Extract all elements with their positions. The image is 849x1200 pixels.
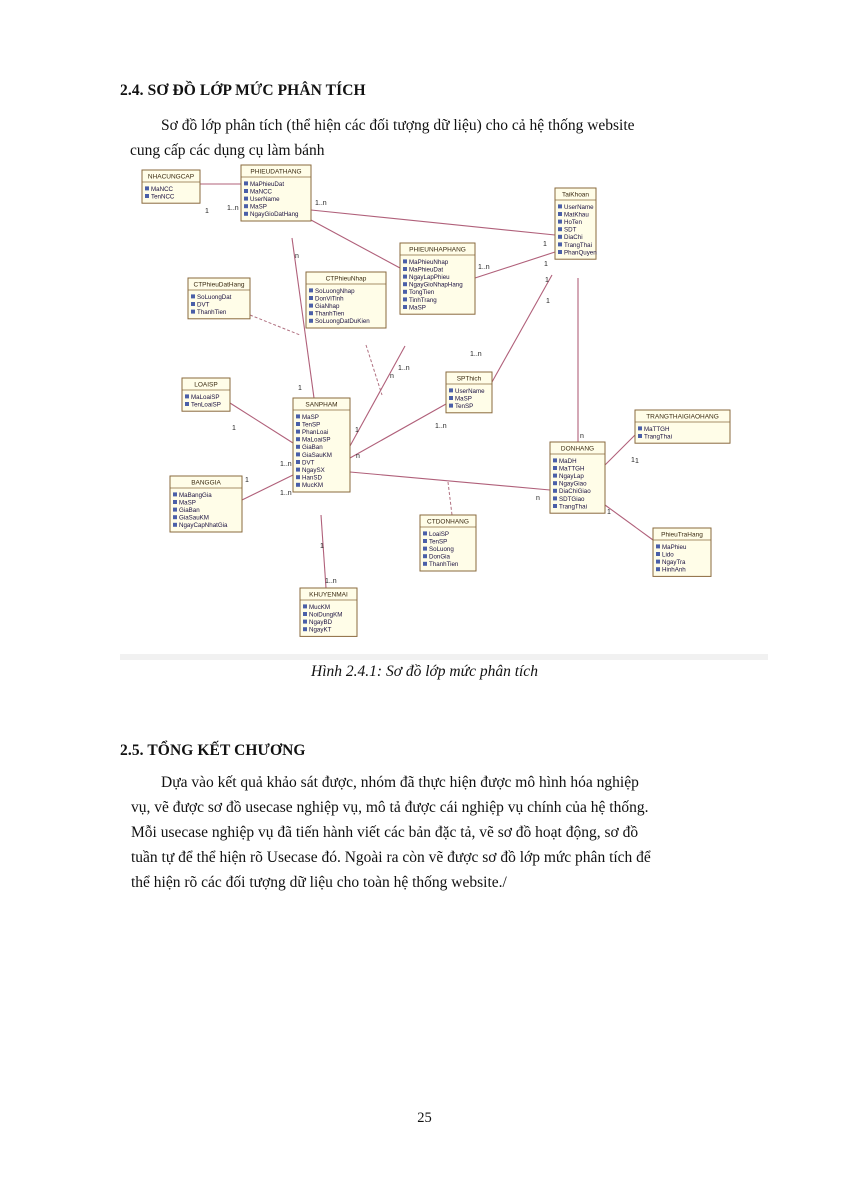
class-attribute: DVT xyxy=(302,459,315,467)
attribute-icon xyxy=(296,445,300,449)
class-name: CTDONHANG xyxy=(427,518,469,526)
class-box-ctphieudathang xyxy=(188,278,250,319)
class-attribute: MaBangGia xyxy=(179,491,212,499)
multiplicity-label: 1..n xyxy=(227,205,239,212)
paragraph-line: tuần tự để thể hiện rõ Usecase đó. Ngoài ra còn vẽ được sơ đồ lớp mức phân tích để xyxy=(131,849,651,866)
class-attribute: MaTTGH xyxy=(559,465,585,473)
class-attribute: MucKM xyxy=(309,603,330,611)
multiplicity-label: 1 xyxy=(355,427,359,434)
class-name: PHIEUDATHANG xyxy=(250,168,302,176)
attribute-icon xyxy=(553,504,557,508)
attribute-icon xyxy=(185,402,189,406)
class-name: SPThich xyxy=(456,375,482,383)
attribute-icon xyxy=(303,627,307,631)
attribute-icon xyxy=(296,452,300,456)
attribute-icon xyxy=(553,458,557,462)
attribute-icon xyxy=(403,275,407,279)
class-attribute: TongTien xyxy=(409,289,435,297)
class-name: TaiKhoan xyxy=(561,191,590,199)
class-attribute: MatKhau xyxy=(564,211,589,219)
attribute-icon xyxy=(244,197,248,201)
paragraph-line: vụ, vẽ được sơ đồ usecase nghiệp vụ, mô tả được cái nghiệp vụ chính của hệ thống. xyxy=(131,799,649,816)
section-2-5-paragraph xyxy=(131,770,753,895)
class-attribute: SoLuong xyxy=(429,546,454,553)
class-attribute: NgayLap xyxy=(559,473,584,480)
attribute-icon xyxy=(173,500,177,504)
attribute-icon xyxy=(553,474,557,478)
class-attribute: MaLoaiSP xyxy=(302,436,331,444)
class-name: TRANGTHAIGIAOHANG xyxy=(646,413,719,421)
attribute-icon xyxy=(309,288,313,292)
association-line-ctdonhang-donhang xyxy=(448,482,452,515)
class-attribute: TenSP xyxy=(455,403,474,410)
attribute-icon xyxy=(449,388,453,392)
class-box-phieutrahang xyxy=(653,528,711,576)
attribute-icon xyxy=(423,539,427,543)
multiplicity-label: 1..n xyxy=(398,365,410,372)
class-attribute: SDTGiao xyxy=(559,495,585,503)
attribute-icon xyxy=(423,531,427,535)
multiplicity-label: 1..n xyxy=(280,490,292,497)
multiplicity-label: n xyxy=(580,433,584,440)
multiplicity-label: 1 xyxy=(635,458,639,465)
class-attribute: PhanQuyen xyxy=(564,249,597,257)
class-attribute: TrangThai xyxy=(559,503,587,511)
attribute-icon xyxy=(173,515,177,519)
paragraph-line: Mỗi usecase nghiệp vụ đã tiến hành viết các bản đặc tả, vẽ sơ đồ hoạt động, sơ đồ xyxy=(131,824,639,841)
class-attribute: NgaySX xyxy=(302,467,325,474)
attribute-icon xyxy=(558,220,562,224)
multiplicity-label: 1 xyxy=(543,241,547,248)
class-attribute: MaPhieuDat xyxy=(250,180,285,188)
class-attribute: TenLoaiSP xyxy=(191,401,221,409)
section-heading-2-4: 2.4. SƠ ĐỒ LỚP MỨC PHÂN TÍCH xyxy=(120,82,366,99)
multiplicity-label: 1 xyxy=(546,298,550,305)
multiplicity-label: 1..n xyxy=(478,264,490,271)
association-line-ctphieunhap-phieunhaphang xyxy=(366,345,382,395)
class-box-phieunhaphang xyxy=(400,243,475,314)
attribute-icon xyxy=(656,567,660,571)
class-box-taikhoan xyxy=(555,188,597,259)
association-line-taikhoan-spthich xyxy=(492,275,552,382)
class-name: CTPhieuNhap xyxy=(325,275,367,283)
attribute-icon xyxy=(303,604,307,608)
attribute-icon xyxy=(296,414,300,418)
class-attribute: MaDH xyxy=(559,457,577,465)
attribute-icon xyxy=(296,483,300,487)
paragraph-line: Dựa vào kết quả khảo sát được, nhóm đã thực hiện được mô hình hóa nghiệp xyxy=(161,774,639,791)
attribute-icon xyxy=(296,437,300,441)
class-box-spthich xyxy=(446,372,492,413)
paragraph-line: thể hiện rõ các đối tượng dữ liệu cho toàn hệ thống website./ xyxy=(131,874,507,891)
attribute-icon xyxy=(403,259,407,263)
attribute-icon xyxy=(173,492,177,496)
class-attribute: TenSP xyxy=(302,421,321,429)
figure-bottom-strip xyxy=(120,654,768,660)
attribute-icon xyxy=(296,430,300,434)
class-name: KHUYENMAI xyxy=(309,591,348,599)
paragraph-line: cung cấp các dụng cụ làm bánh xyxy=(130,142,325,159)
class-attribute: GiaNhap xyxy=(315,303,340,310)
class-attribute: MaSP xyxy=(179,499,196,507)
class-diagram xyxy=(120,160,770,662)
class-attribute: HoTen xyxy=(564,219,582,226)
multiplicity-label: n xyxy=(536,495,540,502)
attribute-icon xyxy=(185,394,189,398)
class-attribute: GiaBan xyxy=(302,444,323,452)
attribute-icon xyxy=(558,204,562,208)
class-attribute: PhanLoai xyxy=(302,429,329,436)
class-attribute: TenNCC xyxy=(151,193,175,201)
class-name: DONHANG xyxy=(560,445,595,453)
class-attribute: DiaChiGiao xyxy=(559,488,591,496)
class-attribute: MaSP xyxy=(250,203,267,211)
attribute-icon xyxy=(656,544,660,548)
class-attribute: MaSP xyxy=(409,304,426,312)
multiplicity-label: 1 xyxy=(544,261,548,268)
attribute-icon xyxy=(309,296,313,300)
attribute-icon xyxy=(296,422,300,426)
class-name: SANPHAM xyxy=(305,401,338,409)
attribute-icon xyxy=(449,404,453,408)
class-attribute: NoiDungKM xyxy=(309,611,343,619)
class-attribute: DVT xyxy=(197,301,210,309)
attribute-icon xyxy=(558,227,562,231)
multiplicity-label: 1 xyxy=(320,543,324,550)
class-box-phieudathang xyxy=(241,165,311,221)
attribute-icon xyxy=(296,475,300,479)
multiplicity-label: 1 xyxy=(545,277,549,284)
attribute-icon xyxy=(403,282,407,286)
class-box-trangthaigiaohang xyxy=(635,410,730,443)
class-name: BANGGIA xyxy=(191,479,221,487)
class-attribute: MaNCC xyxy=(151,185,174,193)
class-attribute: UserName xyxy=(455,387,485,395)
class-box-ctdonhang xyxy=(420,515,476,571)
class-box-ctphieunhap xyxy=(306,272,386,328)
class-box-loaisp xyxy=(182,378,230,411)
class-attribute: SoLuongDatDuKien xyxy=(315,318,370,326)
attribute-icon xyxy=(553,481,557,485)
multiplicity-label: 1..n xyxy=(435,423,447,430)
attribute-icon xyxy=(449,396,453,400)
attribute-icon xyxy=(244,212,248,216)
class-attribute: ThanhTien xyxy=(315,310,345,318)
class-attribute: MaPhieu xyxy=(662,543,687,551)
attribute-icon xyxy=(558,212,562,216)
class-attribute: NgayLapPhieu xyxy=(409,274,450,281)
multiplicity-label: 1 xyxy=(298,385,302,392)
class-name: CTPhieuDatHang xyxy=(193,281,245,289)
association-line-spthich-sanpham xyxy=(350,404,446,458)
class-name: PhieuTraHang xyxy=(661,531,703,539)
association-line-phieudathang-phieunhaphang xyxy=(311,220,400,268)
class-attribute: SDT xyxy=(564,226,577,234)
class-attribute: MaPhieuDat xyxy=(409,266,444,274)
attribute-icon xyxy=(244,204,248,208)
attribute-icon xyxy=(173,523,177,527)
class-attribute: GiaBan xyxy=(179,507,200,514)
attribute-icon xyxy=(191,302,195,306)
multiplicity-label: 1..n xyxy=(325,578,337,585)
class-name: PHIEUNHAPHANG xyxy=(409,246,466,254)
class-attribute: Lido xyxy=(662,551,674,559)
multiplicity-label: n xyxy=(356,453,360,460)
class-name: LOAISP xyxy=(194,381,218,389)
multiplicity-label: 1..n xyxy=(280,461,292,468)
class-attribute: HinhAnh xyxy=(662,566,686,574)
attribute-icon xyxy=(423,547,427,551)
class-attribute: NgayGioNhapHang xyxy=(409,281,463,289)
class-attribute: TinhTrang xyxy=(409,296,437,304)
class-attribute: MaSP xyxy=(302,413,319,421)
multiplicity-label: 1..n xyxy=(470,351,482,358)
class-attribute: LoaiSP xyxy=(429,530,449,538)
class-attribute: ThanhTien xyxy=(197,309,227,316)
attribute-icon xyxy=(145,194,149,198)
attribute-icon xyxy=(656,560,660,564)
class-attribute: HanSD xyxy=(302,474,322,482)
class-attribute: UserName xyxy=(250,196,280,203)
multiplicity-label: 1..n xyxy=(315,200,327,207)
class-name: NHACUNGCAP xyxy=(147,173,195,181)
class-attribute: NgayGioDatHang xyxy=(250,211,299,219)
class-attribute: UserName xyxy=(564,203,594,211)
multiplicity-label: 1 xyxy=(205,208,209,215)
multiplicity-label: n xyxy=(295,253,299,260)
attribute-icon xyxy=(191,310,195,314)
class-attribute: ThanhTien xyxy=(429,561,459,569)
attribute-icon xyxy=(558,250,562,254)
class-attribute: NgayGiao xyxy=(559,480,587,488)
class-attribute: MaTTGH xyxy=(644,425,670,433)
class-box-nhacungcap xyxy=(142,170,200,203)
attribute-icon xyxy=(309,319,313,323)
attribute-icon xyxy=(403,290,407,294)
multiplicity-label: 1 xyxy=(232,425,236,432)
class-attribute: DonGia xyxy=(429,553,450,561)
class-attribute: NgayTra xyxy=(662,559,686,566)
attribute-icon xyxy=(244,181,248,185)
section-2-4-paragraph xyxy=(131,113,753,163)
attribute-icon xyxy=(403,267,407,271)
class-box-sanpham xyxy=(293,398,350,492)
class-box-khuyenmai xyxy=(300,588,357,636)
class-attribute: MucKM xyxy=(302,482,323,490)
multiplicity-label: 1 xyxy=(245,477,249,484)
association-line-ctphieudathang-phieudathang xyxy=(250,315,300,335)
class-attribute: MaNCC xyxy=(250,188,273,196)
class-attribute: MaPhieuNhap xyxy=(409,258,449,266)
multiplicity-label: 1 xyxy=(631,457,635,464)
class-attribute: DonViTinh xyxy=(315,295,344,303)
multiplicity-label: 1 xyxy=(607,509,611,516)
multiplicity-label: n xyxy=(390,373,394,380)
attribute-icon xyxy=(638,434,642,438)
attribute-icon xyxy=(403,297,407,301)
page-number: 25 xyxy=(417,1110,432,1126)
attribute-icon xyxy=(423,562,427,566)
paragraph-line: Sơ đồ lớp phân tích (thể hiện các đối tượng dữ liệu) cho cả hệ thống website xyxy=(161,117,635,134)
association-line-phieudathang-taikhoan xyxy=(311,210,555,235)
class-attribute: DiaChi xyxy=(564,234,583,242)
attribute-icon xyxy=(309,311,313,315)
attribute-icon xyxy=(303,620,307,624)
attribute-icon xyxy=(558,242,562,246)
class-attribute: TrangThai xyxy=(564,241,592,249)
class-attribute: SoLuongDat xyxy=(197,293,232,301)
attribute-icon xyxy=(244,189,248,193)
attribute-icon xyxy=(296,460,300,464)
class-attribute: GiaSauKM xyxy=(302,451,332,459)
association-line-sanpham-donhang xyxy=(350,472,550,490)
figure-caption: Hình 2.4.1: Sơ đồ lớp mức phân tích xyxy=(311,663,538,680)
class-attribute: TenSP xyxy=(429,538,448,546)
class-attribute: MaLoaiSP xyxy=(191,393,220,401)
association-line-loaisp-sanpham xyxy=(230,403,293,443)
attribute-icon xyxy=(558,235,562,239)
attribute-icon xyxy=(191,294,195,298)
class-attribute: TrangThai xyxy=(644,433,672,441)
class-box-donhang xyxy=(550,442,605,513)
class-box-banggia xyxy=(170,476,242,532)
class-attribute: GiaSauKM xyxy=(179,514,209,522)
attribute-icon xyxy=(403,305,407,309)
attribute-icon xyxy=(296,468,300,472)
class-attribute: NgayBD xyxy=(309,619,333,626)
class-attribute: MaSP xyxy=(455,395,472,403)
attribute-icon xyxy=(309,304,313,308)
attribute-icon xyxy=(423,554,427,558)
association-line-donhang-phieutrahang xyxy=(605,505,653,540)
attribute-icon xyxy=(553,496,557,500)
attribute-icon xyxy=(145,186,149,190)
attribute-icon xyxy=(656,552,660,556)
attribute-icon xyxy=(303,612,307,616)
attribute-icon xyxy=(553,489,557,493)
attribute-icon xyxy=(553,466,557,470)
class-attribute: NgayKT xyxy=(309,626,332,634)
section-heading-2-5: 2.5. TỔNG KẾT CHƯƠNG xyxy=(120,742,306,759)
class-attribute: NgayCapNhatGia xyxy=(179,522,228,530)
class-attribute: SoLuongNhap xyxy=(315,287,355,295)
attribute-icon xyxy=(173,508,177,512)
attribute-icon xyxy=(638,426,642,430)
